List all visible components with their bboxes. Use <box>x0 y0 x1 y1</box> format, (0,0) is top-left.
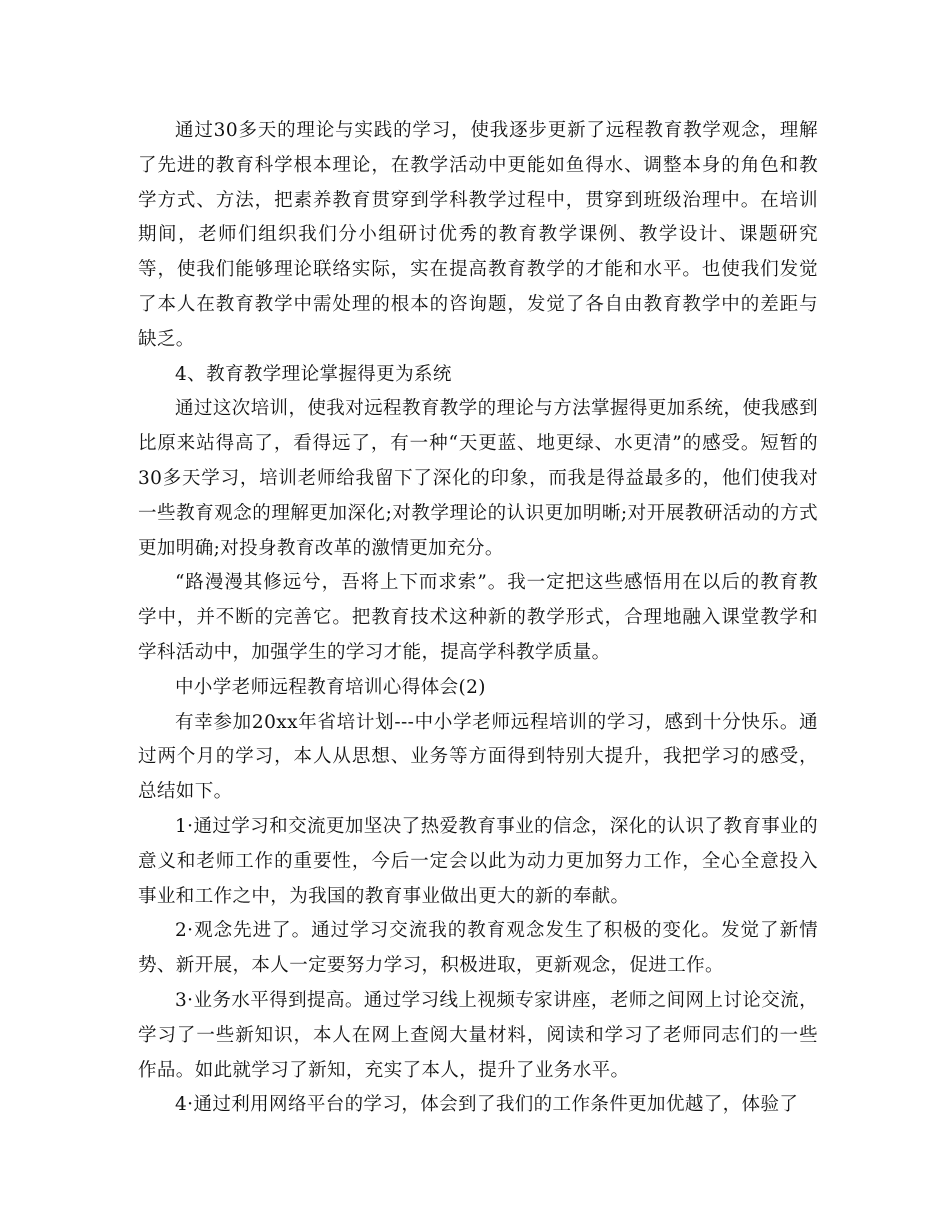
article-title-part-2: 中小学老师远程教育培训心得体会(2) <box>175 676 486 698</box>
list-item-2: 2·观念先进了。通过学习交流我的教育观念发生了积极的变化。发觉了新情势、新开展，本人一定要努力学习，积极进取，更新观念，促进工作。 <box>138 920 818 977</box>
section-heading-theory-system: 4、教育教学理论掌握得更为系统 <box>175 363 452 385</box>
document-body <box>138 114 818 1123</box>
paragraph-introduction: 有幸参加20xx年省培计划---中小学老师远程培训的学习，感到十分快乐。通过两个月的学习，本人从思想、业务等方面得到特别大提升，我把学习的感受，总结如下。 <box>138 711 818 803</box>
paragraph-quote-resolution: “路漫漫其修远兮，吾将上下而求索”。我一定把这些感悟用在以后的教育教学中，并不断的完善它。把教育技术这种新的教学形式，合理地融入课堂教学和学科活动中，加强学生的学习才能，提高学科教学质量。 <box>138 572 818 663</box>
paragraph-practice-summary: 通过30多天的理论与实践的学习，使我逐步更新了远程教育教学观念，理解了先进的教育科学根本理论，在教学活动中更能如鱼得水、调整本身的角色和教学方式、方法，把素养教育贯穿到学科教学过程中，贯穿到班级治理中。在培训期间，老师们组织我们分小组研讨优秀的教育教学课例、教学设计、课题研究等，使我们能够理论联络实际，实在提高教育教学的才能和水平。也使我们发觉了本人在教育教学中需处理的根本的咨询题，发觉了各自由教育教学中的差距与缺乏。 <box>138 120 818 350</box>
paragraph-training-feeling: 通过这次培训，使我对远程教育教学的理论与方法掌握得更加系统，使我感到比原来站得高了，看得远了，有一种“天更蓝、地更绿、水更清”的感受。短暂的30多天学习，培训老师给我留下了深化的印象，而我是得益最多的，他们使我对一些教育观念的理解更加深化;对教学理论的认识更加明晰;对开展教研活动的方式更加明确;对投身教育改革的激情更加充分。 <box>138 398 818 559</box>
list-item-1: 1·通过学习和交流更加坚决了热爱教育事业的信念，深化的认识了教育事业的意义和老师工作的重要性，今后一定会以此为动力更加努力工作，全心全意投入事业和工作之中，为我国的教育事业做出更大的新的奉献。 <box>138 815 818 907</box>
list-item-3: 3·业务水平得到提高。通过学习线上视频专家讲座，老师之间网上讨论交流，学习了一些新知识，本人在网上查阅大量材料，阅读和学习了老师同志们的一些作品。如此就学习了新知，充实了本人，提升了业务水平。 <box>138 989 818 1081</box>
list-item-4: 4·通过利用网络平台的学习，体会到了我们的工作条件更加优越了，体验了 <box>175 1094 799 1116</box>
